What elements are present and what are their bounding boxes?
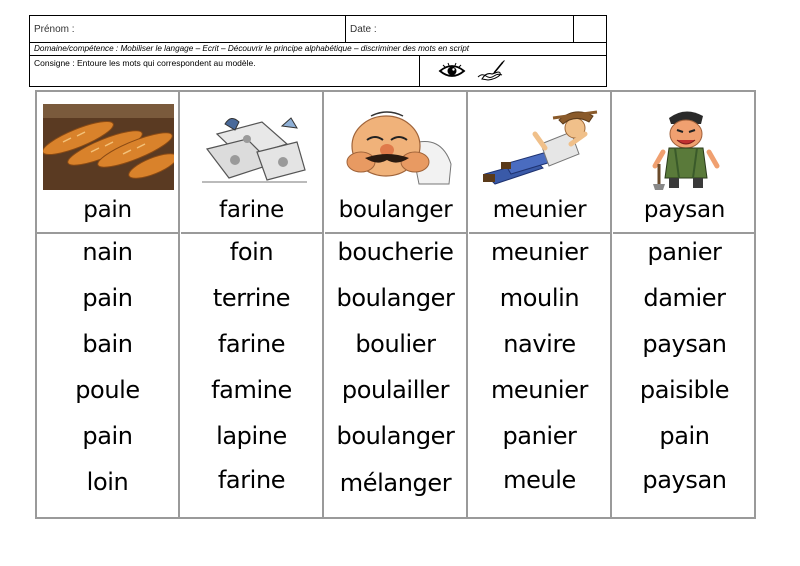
word-option[interactable]: meunier <box>490 238 589 266</box>
word-option[interactable]: damier <box>643 284 726 312</box>
word-option[interactable]: meule <box>503 466 576 494</box>
column-pain <box>37 92 180 517</box>
consigne-text: Consigne : Entoure les mots qui correspondent au modèle. <box>34 58 256 68</box>
model-word: pain <box>83 197 132 223</box>
column-farine <box>181 92 324 517</box>
word-option[interactable]: farine <box>217 466 286 494</box>
header-row-domain <box>30 43 606 56</box>
word-option[interactable]: panier <box>647 238 722 266</box>
consigne-cell <box>30 56 420 87</box>
word-option[interactable]: farine <box>217 330 286 358</box>
model-cell <box>37 92 178 234</box>
word-option[interactable]: boucherie <box>337 238 454 266</box>
word-option[interactable]: boulier <box>355 330 436 358</box>
word-option[interactable]: pain <box>82 422 133 450</box>
word-option[interactable]: foin <box>229 238 274 266</box>
skill-icons <box>420 56 607 87</box>
model-cell <box>181 92 322 234</box>
word-option[interactable]: boulanger <box>336 284 455 312</box>
column-meunier <box>469 92 612 517</box>
word-option[interactable]: paysan <box>642 330 727 358</box>
model-word: farine <box>219 197 284 223</box>
word-option[interactable]: lapine <box>216 422 287 450</box>
word-option[interactable]: paysan <box>642 466 727 494</box>
word-option[interactable]: famine <box>211 376 292 404</box>
header-row-consigne <box>30 56 606 87</box>
word-option[interactable]: poulailler <box>341 376 450 404</box>
word-option[interactable]: navire <box>503 330 576 358</box>
word-option[interactable]: poule <box>75 376 140 404</box>
blank-cell <box>574 16 607 42</box>
eye-icon <box>438 62 466 80</box>
word-option[interactable]: nain <box>82 238 133 266</box>
header-row-identity <box>30 16 606 43</box>
word-option[interactable]: pain <box>82 284 133 312</box>
date-field[interactable] <box>346 16 574 42</box>
flour-sacks-picture <box>187 104 318 190</box>
word-option[interactable]: moulin <box>499 284 580 312</box>
baker-picture <box>331 104 462 190</box>
farmer-picture <box>619 104 750 190</box>
word-option[interactable]: loin <box>86 468 129 496</box>
word-option[interactable]: boulanger <box>336 422 455 450</box>
date-label: Date : <box>350 24 377 35</box>
word-option[interactable]: panier <box>502 422 577 450</box>
miller-picture <box>475 104 606 190</box>
model-cell <box>325 92 466 234</box>
column-paysan <box>613 92 756 517</box>
word-discrimination-grid <box>35 90 756 519</box>
word-option[interactable]: mélanger <box>339 469 452 497</box>
model-cell <box>469 92 610 234</box>
word-option[interactable]: paisible <box>639 376 730 404</box>
model-word: meunier <box>492 197 587 223</box>
word-option[interactable]: pain <box>659 422 710 450</box>
model-word: boulanger <box>338 197 453 223</box>
bread-loaves-picture <box>43 104 174 190</box>
column-boulanger <box>325 92 468 517</box>
model-cell <box>613 92 756 234</box>
word-option[interactable]: meunier <box>490 376 589 404</box>
word-option[interactable]: terrine <box>212 284 291 312</box>
hand-writing-icon <box>476 60 506 82</box>
word-option[interactable]: bain <box>82 330 133 358</box>
domain-text: Domaine/compétence : Mobiliser le langage – Ecrit – Découvrir le principe alphabétique – discriminer des mots en script <box>34 44 470 53</box>
prenom-label: Prénom : <box>34 24 75 35</box>
model-word: paysan <box>643 197 726 223</box>
prenom-field[interactable] <box>30 16 346 42</box>
worksheet-header <box>29 15 607 87</box>
